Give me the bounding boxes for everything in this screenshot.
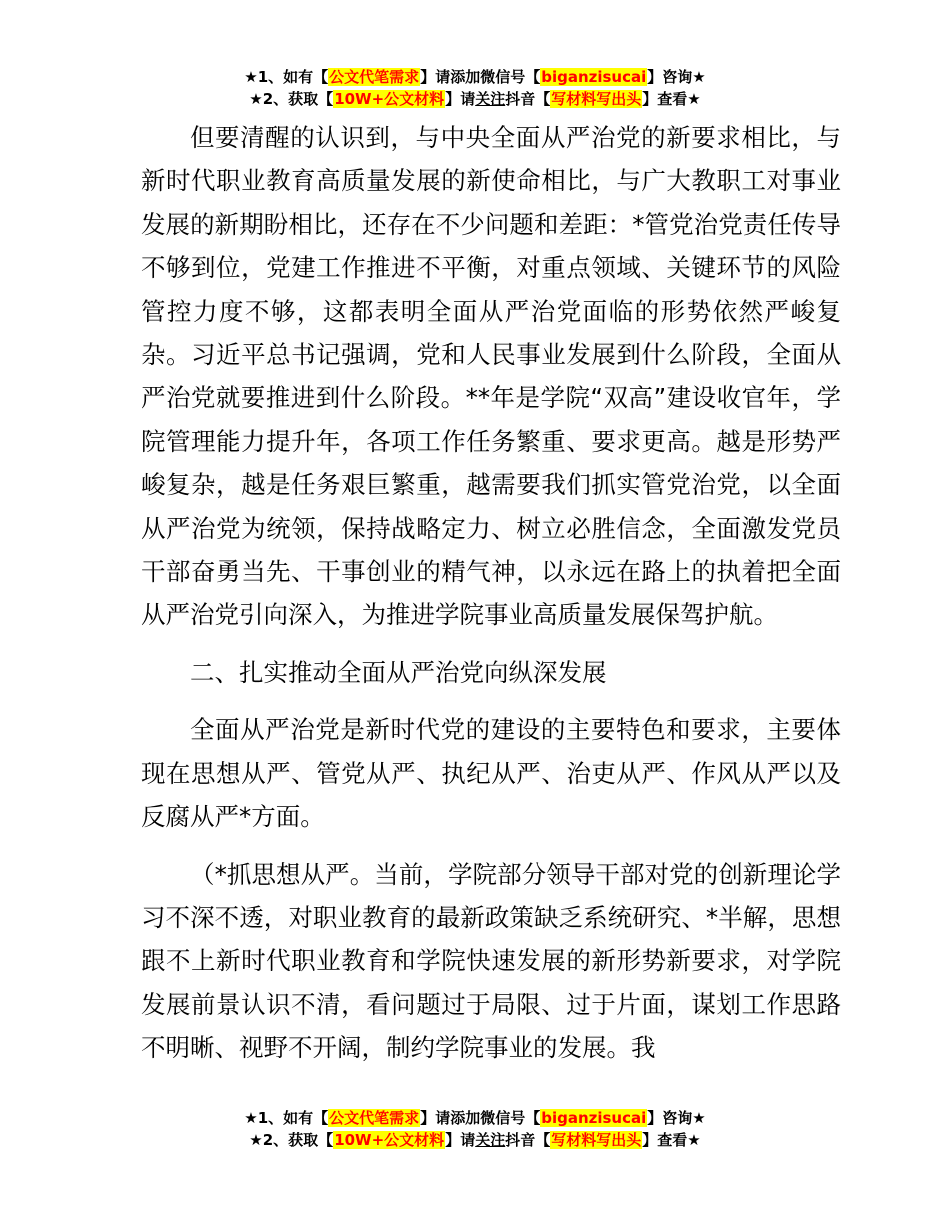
banner-line-1	[0, 1107, 950, 1129]
banner-highlight: 10W+公文材料	[334, 90, 445, 108]
banner-text: 】请	[445, 1131, 476, 1149]
banner-text: 】咨询★	[647, 68, 706, 86]
banner-line-2	[0, 1129, 950, 1151]
document-body	[141, 116, 841, 1070]
paragraph: 全面从严治党是新时代党的建设的主要特色和要求，主要体现在思想从严、管党从严、执纪从严、治吏从严、作风从严以及反腐从严*方面。	[141, 715, 841, 832]
banner-underlined-text: 关注	[475, 90, 506, 108]
banner-highlight: 公文代笔需求	[329, 1109, 420, 1127]
banner-highlight: 写材料写出头	[551, 90, 642, 108]
banner-line-2	[0, 88, 950, 110]
banner-text: 】请	[445, 90, 476, 108]
banner-text: 】查看★	[642, 90, 701, 108]
paragraph: 但要清醒的认识到，与中央全面从严治党的新要求相比，与新时代职业教育高质量发展的新使命相比，与广大教职工对事业发展的新期盼相比，还存在不少问题和差距：*管党治党责任传导不够到位，党建工作推进不平衡，对重点领域、关键环节的风险管控力度不够，这都表明全面从严治党面临的形势依然严峻复杂。习近平总书记强调，党和人民事业发展到什么阶段，全面从严治党就要推进到什么阶段。**年是学院“双高”建设收官年，学院管理能力提升年，各项工作任务繁重、要求更高。越是形势严峻复杂，越是任务艰巨繁重，越需要我们抓实管党治党，以全面从严治党为统领，保持战略定力、树立必胜信念，全面激发党员干部奋勇当先、干事创业的精气神，以永远在路上的执着把全面从严治党引向深入，为推进学院事业高质量发展保驾护航。	[141, 123, 841, 630]
banner-text: 】请添加微信号【	[420, 68, 541, 86]
banner-text: 】咨询★	[647, 1109, 706, 1127]
banner-underlined-text: 关注	[475, 1131, 506, 1149]
section-heading: 二、扎实推动全面从严治党向纵深发展	[190, 657, 607, 687]
banner-highlight: 公文代笔需求	[329, 68, 420, 86]
banner-text: 抖音【	[505, 90, 551, 108]
banner-text: 】请添加微信号【	[420, 1109, 541, 1127]
banner-text: 】查看★	[642, 1131, 701, 1149]
banner-line-1	[0, 66, 950, 88]
footer-banner	[0, 1107, 950, 1151]
banner-highlight: 10W+公文材料	[334, 1131, 445, 1149]
banner-highlight: biganzisucai	[541, 1109, 647, 1127]
banner-highlight: biganzisucai	[541, 68, 647, 86]
banner-text: ★2、获取【	[249, 1131, 334, 1149]
banner-text: ★2、获取【	[249, 90, 334, 108]
paragraph: （*抓思想从严。当前，学院部分领导干部对党的创新理论学习不深不透，对职业教育的最新政策缺乏系统研究、*半解，思想跟不上新时代职业教育和学院快速发展的新形势新要求，对学院发展前景认识不清，看问题过于局限、过于片面，谋划工作思路不明晰、视野不开阔，制约学院事业的发展。我	[141, 859, 841, 1063]
banner-text: ★1、如有【	[244, 1109, 329, 1127]
banner-highlight: 写材料写出头	[551, 1131, 642, 1149]
header-banner	[0, 66, 950, 110]
banner-text: ★1、如有【	[244, 68, 329, 86]
banner-text: 抖音【	[505, 1131, 551, 1149]
